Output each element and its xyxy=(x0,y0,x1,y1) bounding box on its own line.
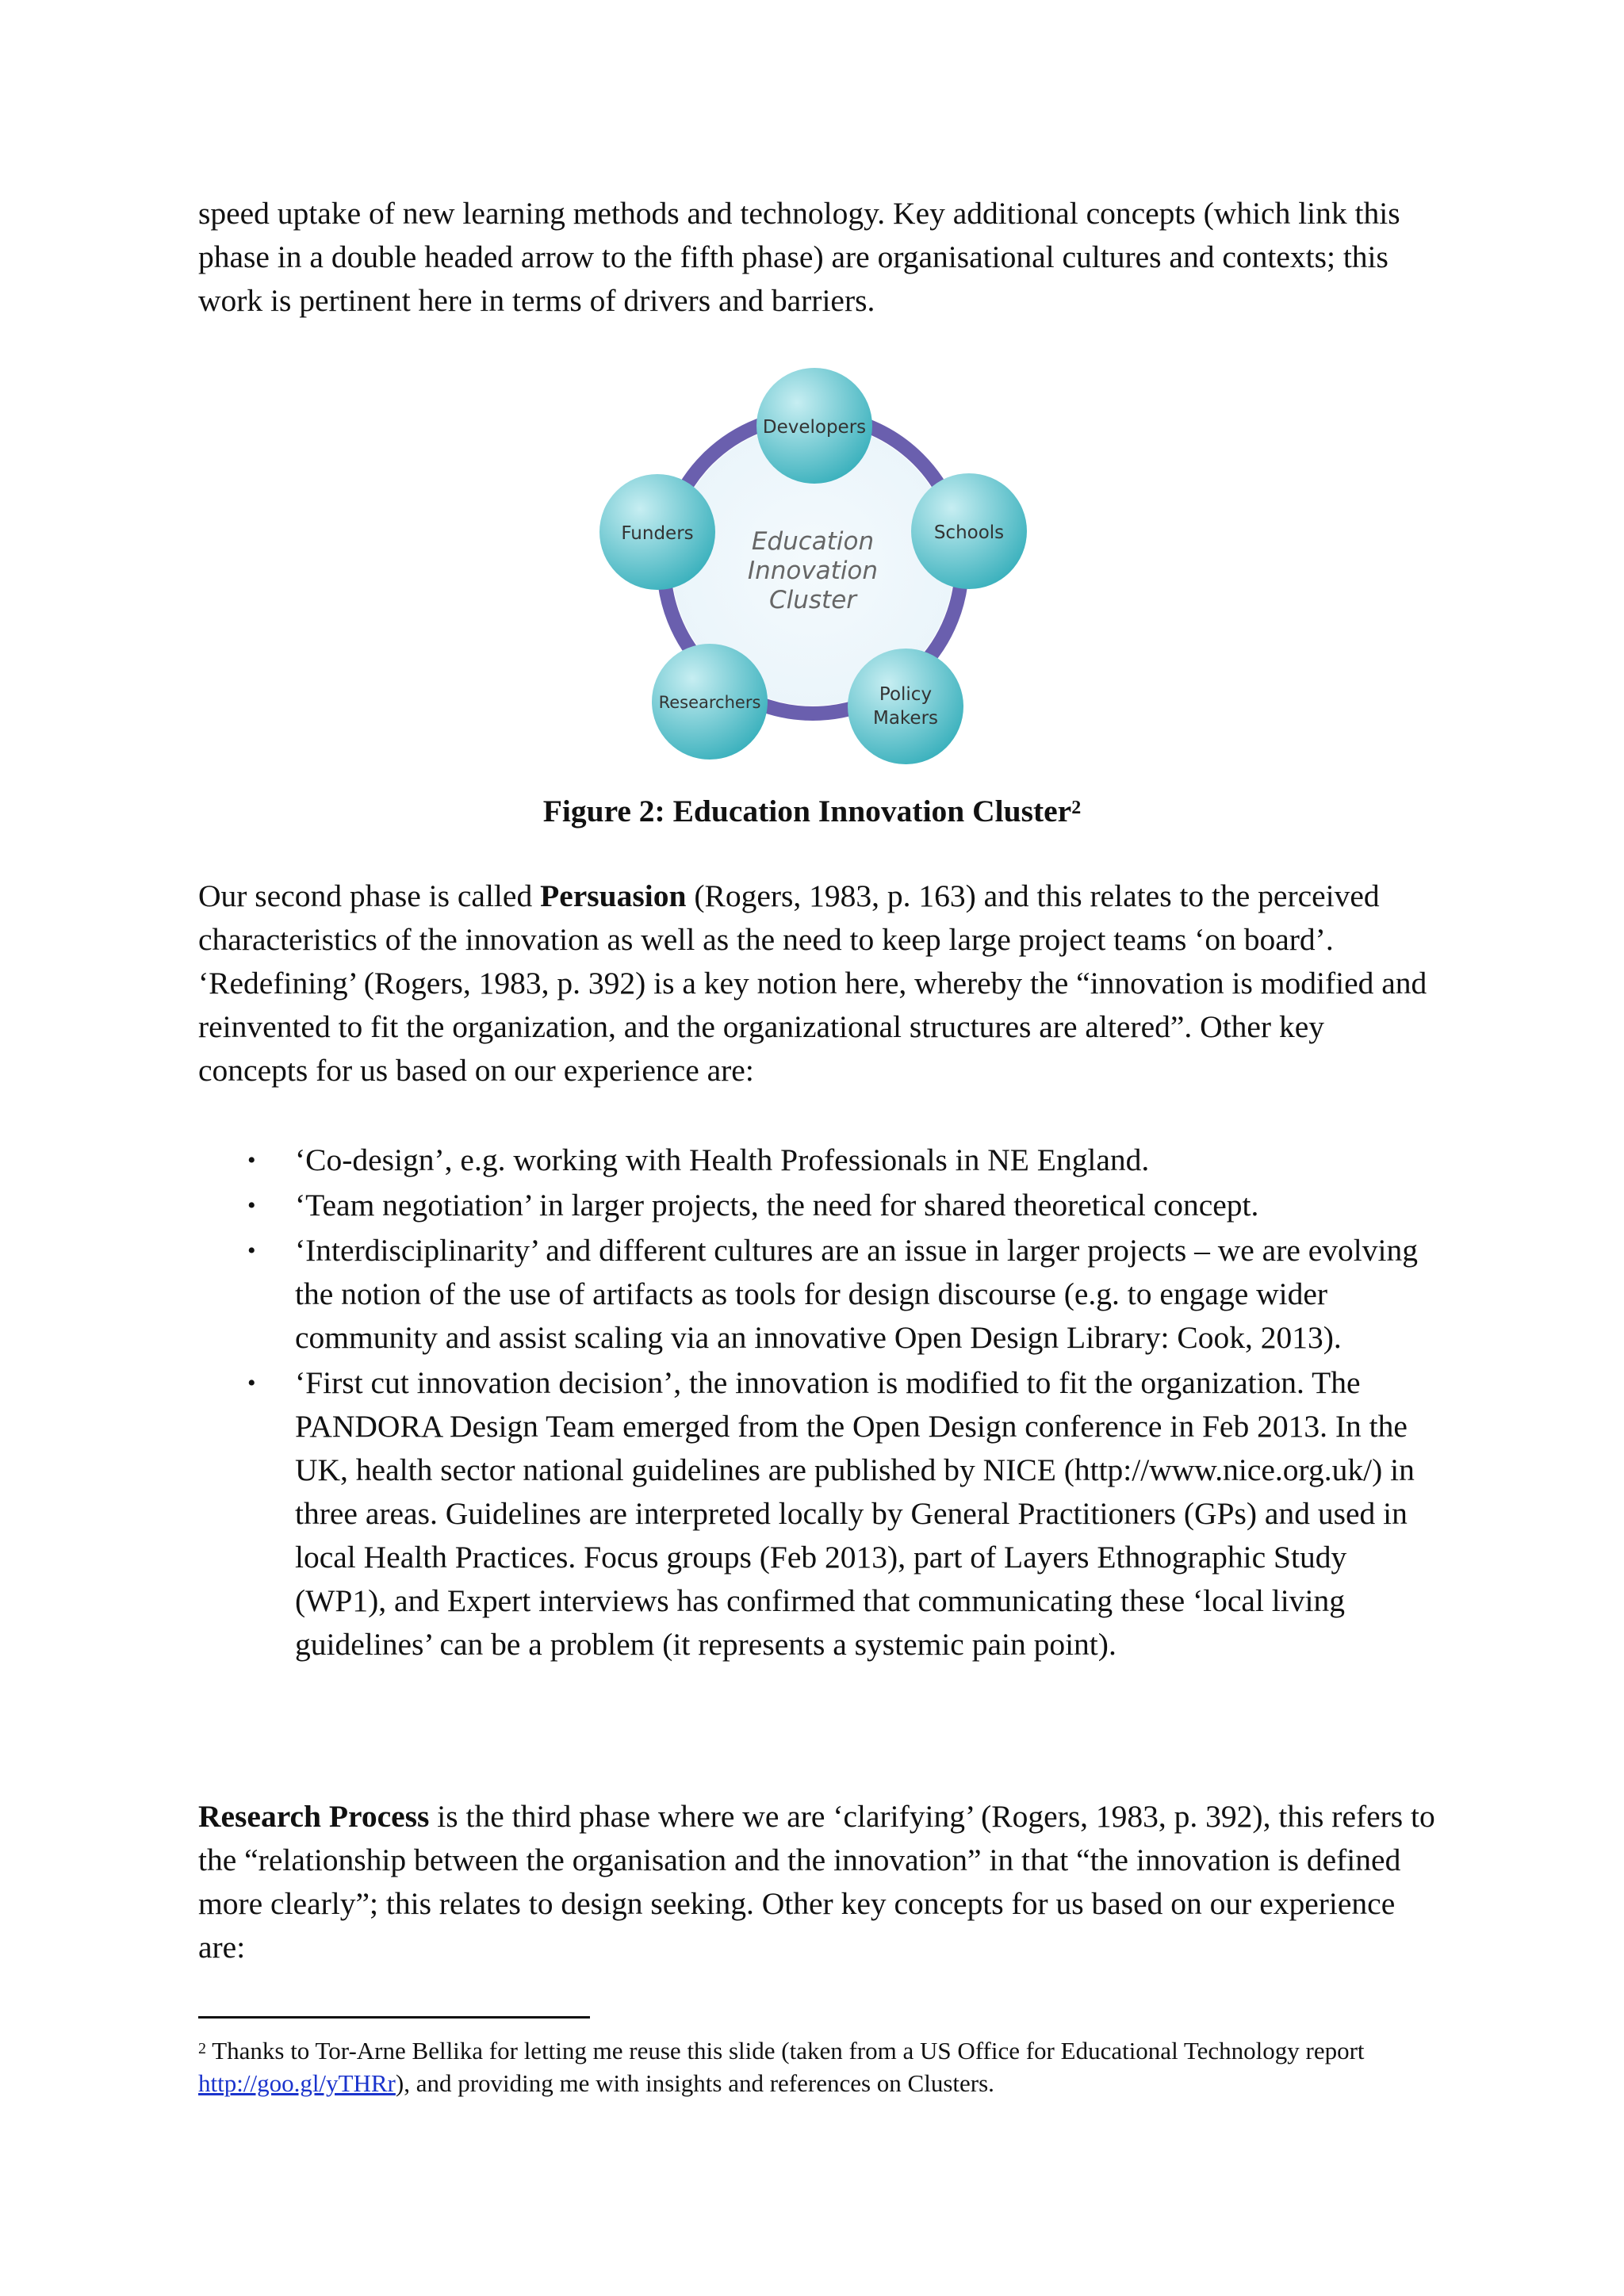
persuasion-paragraph-lead: Our second phase is called xyxy=(198,878,541,913)
center-label-line-1: Education xyxy=(751,527,875,556)
node-researchers xyxy=(652,644,768,760)
footnote-text-lead: Thanks to Tor-Arne Bellika for letting me reuse this slide (taken from a US Office for Educational Technology report xyxy=(206,2037,1365,2064)
intro-paragraph: speed uptake of new learning methods and technology. Key additional concepts (which link this phase in a double headed arrow to the fifth phase) are organisational cultures and contexts; this work is pertinent here in terms of drivers and barriers. xyxy=(198,196,1400,318)
node-funders xyxy=(599,474,715,590)
persuasion-term: Persuasion xyxy=(540,878,687,913)
bullet-icon: • xyxy=(247,1238,256,1264)
bullet-icon: • xyxy=(247,1192,256,1219)
bullet-icon: • xyxy=(247,1370,256,1396)
node-policy-makers-label-2: Makers xyxy=(872,708,939,729)
figure-caption-footnote-ref[interactable]: 2 xyxy=(1071,798,1082,818)
key-concepts-list xyxy=(198,1138,1443,1668)
node-schools-label: Schools xyxy=(933,522,1005,543)
footnote xyxy=(198,2034,1467,2099)
list-item xyxy=(198,1229,1443,1360)
footnote-text-tail: ), and providing me with insights and references on Clusters. xyxy=(395,2069,994,2097)
persuasion-paragraph xyxy=(198,874,1435,1093)
center-label-line-2: Innovation xyxy=(747,557,879,585)
node-developers-label: Developers xyxy=(762,417,867,438)
education-innovation-cluster-figure xyxy=(587,361,1039,773)
list-item xyxy=(198,1361,1443,1667)
cluster-diagram xyxy=(587,361,1039,773)
list-item xyxy=(198,1184,1443,1227)
list-item xyxy=(198,1138,1443,1182)
node-schools xyxy=(911,473,1027,589)
footnote-number: 2 xyxy=(198,2040,206,2057)
center-label-line-3: Cluster xyxy=(768,586,857,614)
node-developers xyxy=(756,368,872,484)
footnote-link[interactable]: http://goo.gl/yTHRr xyxy=(198,2069,396,2097)
research-process-body: is the third phase where we are ‘clarifying’ (Rogers, 1983, p. 392), this refers to the “relationship between the organisation and the innovation” in that “the innovation is defined more clearly”; this relates to design seeking. Other key concepts for us based on our experience are: xyxy=(198,1799,1435,1965)
node-funders-label: Funders xyxy=(621,523,694,544)
persuasion-paragraph-body: (Rogers, 1983, p. 163) and this relates to the perceived characteristics of the innovation as well as the need to keep large project teams ‘on board’. ‘Redefining’ (Rogers, 1983, p. 392) is a key notion here, whereby the “innovation is modified and reinvented to fit the organization, and the organizational structures are altered”. Other key concepts for us based on our experience are: xyxy=(198,878,1427,1088)
figure-caption xyxy=(0,790,1624,833)
list-item-text: ‘Team negotiation’ in larger projects, the need for shared theoretical concept. xyxy=(295,1188,1259,1223)
node-policy-makers-label-1: Policy xyxy=(879,684,933,705)
footnote-divider xyxy=(198,2016,590,2019)
node-researchers-label: Researchers xyxy=(658,693,761,712)
figure-caption-text: Figure 2: Education Innovation Cluster xyxy=(542,794,1072,828)
bullet-icon: • xyxy=(247,1147,256,1173)
node-policy-makers xyxy=(848,649,963,764)
list-item-text: ‘First cut innovation decision’, the innovation is modified to fit the organization. The PANDORA Design Team emerged from the Open Design conference in Feb 2013. In the UK, health sector national guidelines are published by NICE (http://www.nice.org.uk/) in three areas. Guidelines are interpreted locally by General Practitioners (GPs) and used in local Health Practices. Focus groups (Feb 2013), part of Layers Ethnographic Study (WP1), and Expert interviews has confirmed that communicating these ‘local living guidelines’ can be a problem (it represents a systemic pain point). xyxy=(295,1365,1415,1662)
research-process-paragraph xyxy=(198,1795,1435,1969)
list-item-text: ‘Interdisciplinarity’ and different cultures are an issue in larger projects – we are evolving the notion of the use of artifacts as tools for design discourse (e.g. to engage wider community and assist scaling via an innovative Open Design Library: Cook, 2013). xyxy=(295,1233,1418,1355)
research-process-term: Research Process xyxy=(198,1799,430,1834)
list-item-text: ‘Co-design’, e.g. working with Health Professionals in NE England. xyxy=(295,1142,1150,1177)
